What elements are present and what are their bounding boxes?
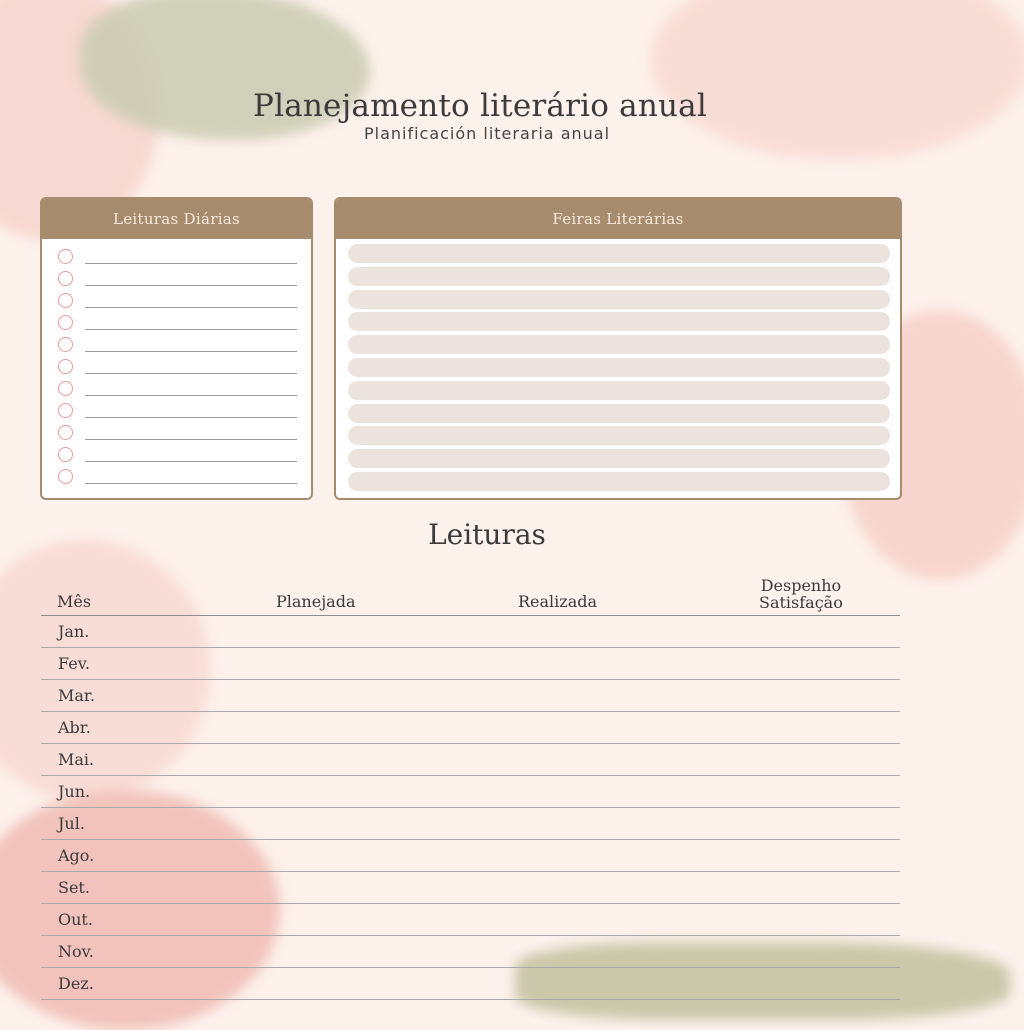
table-row [41,872,900,904]
fair-entry-line[interactable] [348,449,890,468]
checkbox-circle[interactable] [58,425,73,440]
table-row [41,840,900,872]
checklist-row [58,267,297,289]
readings-table-body [41,616,900,1000]
checklist-row [58,443,297,465]
checklist-row [58,399,297,421]
writing-line[interactable] [85,425,297,440]
writing-line[interactable] [85,337,297,352]
literary-fairs-lines [336,239,900,491]
checkbox-circle[interactable] [58,403,73,418]
table-row [41,904,900,936]
month-label: Set. [58,878,90,897]
checklist-row [58,333,297,355]
fair-entry-line[interactable] [348,335,890,354]
checklist-row [58,465,297,487]
writing-line[interactable] [85,315,297,330]
literary-fairs-header: Feiras Literárias [336,199,900,239]
writing-line[interactable] [85,249,297,264]
checklist-row [58,355,297,377]
column-header-satisfaction-line2: Satisfação [759,593,843,612]
table-row [41,776,900,808]
fair-entry-line[interactable] [348,381,890,400]
month-label: Nov. [58,942,94,961]
writing-line[interactable] [85,447,297,462]
column-header-satisfaction [759,577,843,611]
month-label: Abr. [58,718,91,737]
checklist-row [58,311,297,333]
table-row [41,936,900,968]
daily-readings-header: Leituras Diárias [42,199,311,239]
table-row [41,648,900,680]
checkbox-circle[interactable] [58,469,73,484]
table-row [41,680,900,712]
fair-entry-line[interactable] [348,426,890,445]
checkbox-circle[interactable] [58,447,73,462]
daily-readings-card [40,197,313,500]
table-row [41,808,900,840]
month-label: Fev. [58,654,90,673]
month-label: Jun. [58,782,91,801]
writing-line[interactable] [85,271,297,286]
readings-table [41,570,900,1000]
column-header-month: Mês [57,592,92,611]
checklist-row [58,377,297,399]
checkbox-circle[interactable] [58,315,73,330]
fair-entry-line[interactable] [348,358,890,377]
readings-table-header [41,570,900,616]
month-label: Jan. [58,622,90,641]
fair-entry-line[interactable] [348,244,890,263]
writing-line[interactable] [85,403,297,418]
daily-checklist [42,239,311,487]
month-label: Out. [58,910,93,929]
column-header-satisfaction-line1: Despenho [760,576,842,595]
page-subtitle: Planificación literaria anual [363,124,611,143]
table-row [41,968,900,1000]
page-title: Planejamento literário anual [253,88,707,124]
checklist-row [58,289,297,311]
writing-line[interactable] [85,293,297,308]
checkbox-circle[interactable] [58,381,73,396]
checkbox-circle[interactable] [58,359,73,374]
table-row [41,712,900,744]
column-header-done: Realizada [518,592,598,611]
checkbox-circle[interactable] [58,293,73,308]
column-header-planned: Planejada [276,592,356,611]
fair-entry-line[interactable] [348,267,890,286]
fair-entry-line[interactable] [348,404,890,423]
month-label: Dez. [58,974,94,993]
checkbox-circle[interactable] [58,271,73,286]
month-label: Jul. [58,814,85,833]
literary-fairs-card [334,197,902,500]
fair-entry-line[interactable] [348,290,890,309]
month-label: Ago. [58,846,95,865]
writing-line[interactable] [85,359,297,374]
checklist-row [58,245,297,267]
checkbox-circle[interactable] [58,337,73,352]
writing-line[interactable] [85,381,297,396]
fair-entry-line[interactable] [348,312,890,331]
month-label: Mai. [58,750,95,769]
checkbox-circle[interactable] [58,249,73,264]
readings-section-title: Leituras [428,518,546,551]
checklist-row [58,421,297,443]
table-row [41,616,900,648]
table-row [41,744,900,776]
month-label: Mar. [58,686,95,705]
fair-entry-line[interactable] [348,472,890,491]
writing-line[interactable] [85,469,297,484]
